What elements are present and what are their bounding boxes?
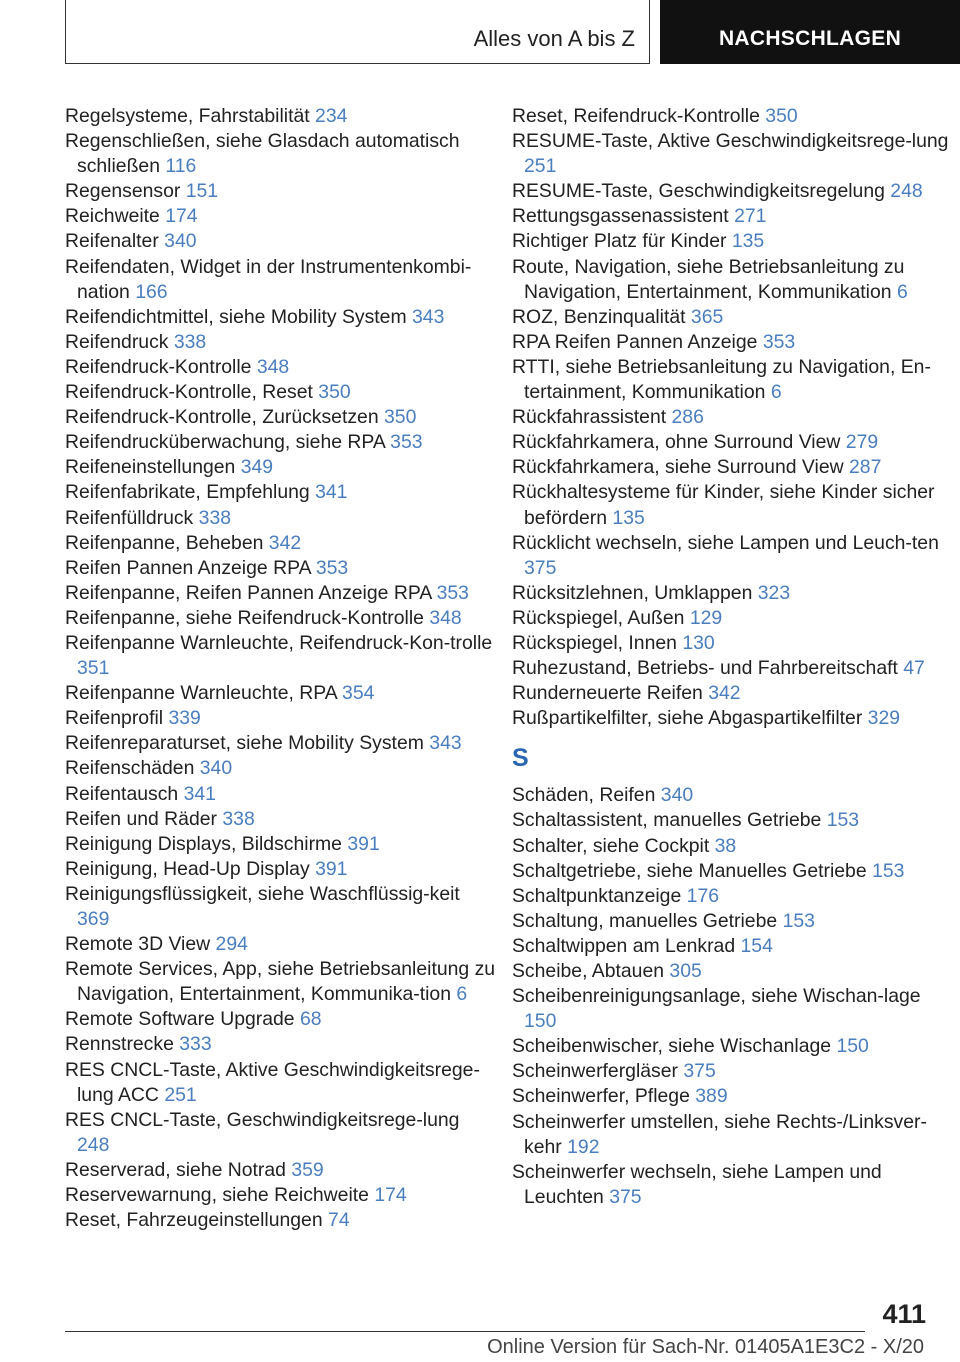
index-entry-page-link[interactable]: 338 [173,330,207,353]
index-entry-text: Reinigung Displays, Bildschirme [65,832,342,855]
index-entry-page-link[interactable]: 6 [770,381,782,404]
index-entry-text: Remote 3D View [65,933,211,956]
index-entry-text: Reifentausch [65,782,179,805]
index-entry-page-link[interactable]: 176 [686,884,720,907]
index-entry-page-link[interactable]: 333 [179,1033,212,1056]
index-entry [65,581,497,606]
chapter-tab[interactable] [660,0,960,64]
index-entry [65,681,497,706]
index-entry [65,706,497,731]
index-entry [65,480,497,505]
index-entry-text: Reifendruck-Kontrolle, Zurücksetzen [65,406,379,429]
index-entry [65,179,497,204]
index-entry-page-link[interactable]: 340 [164,230,197,253]
index-entry [65,330,497,355]
index-entry-text: Rückspiegel, Außen [512,606,685,629]
index-entry [65,807,497,832]
index-entry [512,656,954,681]
index-entry-page-link[interactable]: 391 [347,832,380,855]
page-number: 411 [882,1299,926,1329]
index-entry [65,255,497,305]
index-entry-text: Schaltwippen am Lenkrad [512,934,736,957]
index-entry-page-link[interactable]: 351 [77,657,110,680]
index-entry-page-link[interactable]: 135 [731,230,765,253]
index-entry [512,455,954,480]
index-entry-text: Scheibe, Abtauen [512,960,665,982]
footer-version-text: Online Version für Sach-Nr. 01405A1E3C2 - X/20 [487,1336,924,1358]
index-entry-text: Reifenpanne Warnleuchte, RPA [65,682,337,705]
index-entry-text: Reifenfülldruck [65,506,194,529]
index-entry-text: Rücklicht wechseln, siehe Lampen und Leuch-ten [512,531,939,554]
index-entry [512,909,954,934]
index-entry [512,1034,954,1059]
index-entry [65,857,497,882]
index-entry [512,783,954,808]
footer-divider [65,1331,865,1332]
index-entry-text: Reifenpanne, Beheben [65,531,264,554]
index-group-s [512,783,942,1210]
index-entry-page-link[interactable]: 329 [867,707,901,730]
index-entry-page-link[interactable]: 153 [872,859,905,882]
index-entry-text: Reifenpanne, siehe Reifendruck-Kontrolle [65,606,424,629]
header-section-title: Alles von A bis Z [473,26,635,51]
index-entry-page-link[interactable]: 375 [683,1060,716,1083]
index-entry-text: RES CNCL-Taste, Geschwindigkeitsrege-lung [65,1108,460,1131]
index-entry-page-link[interactable]: 323 [757,581,791,604]
index-letter-heading: S [512,744,529,773]
index-entry-text: Richtiger Platz für Kinder [512,230,727,253]
index-entry [512,480,954,530]
index-entry [512,681,954,706]
index-entry-text: Reifenpanne Warnleuchte, Reifendruck-Kon-trolle [65,631,493,654]
index-entry-text: Remote Software Upgrade [65,1008,295,1031]
index-entry-page-link[interactable]: 150 [524,1010,557,1033]
index-entry-text: Reset, Fahrzeugeinstellungen [65,1209,323,1232]
index-entry-page-link[interactable]: 342 [268,531,302,554]
index-entry-page-link[interactable]: 341 [183,782,216,805]
index-entry-text: Rücksitzlehnen, Umklappen [512,581,753,604]
index-entry-page-link[interactable]: 348 [429,606,462,629]
index-entry-text: ROZ, Benzinqualität [512,305,686,328]
index-entry-page-link[interactable]: 375 [524,556,557,579]
index-entry-page-link[interactable]: 391 [315,857,348,880]
index-entry-text: Rußpartikelfilter, siehe Abgaspartikelfilter [512,707,863,730]
index-entry-page-link[interactable]: 234 [315,105,348,127]
index-entry [512,859,954,884]
index-entry [512,430,954,455]
index-entry [65,1058,497,1108]
index-entry-text: Regenschließen, siehe Glasdach automatisch schließen [65,130,460,178]
index-entry [65,731,497,756]
index-entry-text: Reifenreparaturset, siehe Mobility System [65,732,424,755]
index-entry [65,531,497,556]
index-entry-page-link[interactable]: 135 [612,506,645,529]
index-entry [512,808,954,833]
index-entry-page-link[interactable]: 150 [836,1035,869,1058]
index-entry [512,104,954,129]
index-entry-text: Reifendichtmittel, siehe Mobility System [65,305,407,328]
index-entry-text: Reifenschäden [65,757,195,780]
index-entry [512,355,954,405]
index-entry-page-link[interactable]: 74 [328,1209,350,1232]
chapter-tab-label: NACHSCHLAGEN [718,27,902,50]
index-entry-text: Rückspiegel, Innen [512,631,677,654]
index-entry-page-link[interactable]: 47 [903,657,925,680]
index-entry-text: Schaltpunktanzeige [512,884,682,907]
index-entry [65,204,497,229]
index-entry-page-link[interactable]: 340 [199,757,233,780]
index-entry [65,1007,497,1032]
index-entry-text: Rettungsgassenassistent [512,205,729,228]
index-entry [512,255,954,305]
index-entry [65,129,497,179]
index-entry-text: Reserverad, siehe Notrad [65,1158,286,1181]
index-entry-text: Reifen und Räder [65,807,217,830]
index-entry [65,556,497,581]
index-entry-text: Rückhaltesysteme für Kinder, siehe Kinder sicher befördern [512,481,935,529]
index-entry [512,959,954,984]
index-entry-text: Schaltassistent, manuelles Getriebe [512,809,822,832]
index-column-right [512,104,949,1210]
index-entry-page-link[interactable]: 350 [765,105,798,127]
index-entry-text: Scheinwerfer umstellen, siehe Rechts-/Linksver-kehr [512,1110,927,1158]
index-entry [65,832,497,857]
index-entry-page-link[interactable]: 348 [256,355,290,378]
index-entry [65,1208,497,1233]
index-entry-page-link[interactable]: 340 [660,784,694,807]
index-entry-page-link[interactable]: 68 [299,1008,322,1031]
index-group-r [512,104,949,731]
index-entry [512,179,954,204]
index-entry-page-link[interactable]: 6 [896,280,908,303]
index-entry [65,104,497,129]
index-entry-text: Schaltgetriebe, siehe Manuelles Getriebe [512,859,867,882]
index-entry [512,934,954,959]
header-section-box [65,0,650,64]
index-entry-page-link[interactable]: 286 [671,406,704,429]
index-entry [65,882,497,932]
index-entry-text: Reifendruck-Kontrolle [65,355,252,378]
index-entry [512,606,954,631]
index-entry-page-link[interactable]: 248 [890,180,923,203]
index-entry [65,380,497,405]
index-entry-page-link[interactable]: 151 [185,180,219,203]
index-entry-page-link[interactable]: 166 [135,280,168,303]
index-entry-text: Rückfahrkamera, ohne Surround View [512,431,841,454]
index-entry-text: Scheinwerfer, Pflege [512,1085,690,1108]
index-entry [512,1110,954,1160]
index-entry-text: Route, Navigation, siehe Betriebsanleitung zu Navigation, Entertainment, Kommunikation [512,255,905,303]
index-entry-text: Schäden, Reifen [512,784,656,807]
index-entry-text: Ruhezustand, Betriebs- und Fahrbereitschaft [512,657,898,680]
index-entry [65,782,497,807]
index-entry-page-link[interactable]: 130 [682,631,715,654]
index-entry-text: Reifeneinstellungen [65,456,236,479]
index-entry [65,305,497,330]
index-entry-page-link[interactable]: 294 [215,933,248,956]
index-entry [65,430,497,455]
index-entry [65,631,497,681]
index-entry-page-link[interactable]: 353 [315,556,349,579]
index-entry-text: RPA Reifen Pannen Anzeige [512,330,758,353]
index-entry [65,229,497,254]
index-entry-text: Scheibenwischer, siehe Wischanlage [512,1035,832,1058]
index-entry-page-link[interactable]: 353 [436,581,469,604]
index-entry-text: Scheibenreinigungsanlage, siehe Wischan-lage [512,985,921,1008]
index-entry [65,355,497,380]
index-entry-text: Regensensor [65,180,181,203]
index-entry [512,330,954,355]
index-entry-text: Scheinwerfergläser [512,1060,678,1083]
index-entry-text: Runderneuerte Reifen [512,682,703,705]
index-entry-text: Reifendaten, Widget in der Instrumentenkombi-nation [65,255,472,303]
index-entry-page-link[interactable]: 38 [714,834,737,857]
index-entry [65,932,497,957]
index-entry-page-link[interactable]: 153 [826,809,860,832]
index-entry-text: Reservewarnung, siehe Reichweite [65,1184,369,1207]
index-entry-page-link[interactable]: 287 [849,456,882,479]
index-entry-text: Reset, Reifendruck-Kontrolle [512,105,760,127]
index-entry-text: Remote Services, App, siehe Betriebsanleitung zu Navigation, Entertainment, Kommunika-tion [65,958,496,1006]
index-entry [512,984,954,1034]
index-entry-page-link[interactable]: 153 [782,909,815,932]
index-entry [512,1059,954,1084]
index-entry-page-link[interactable]: 369 [77,908,110,930]
index-entry-page-link[interactable]: 350 [384,406,417,429]
index-entry [512,1084,954,1109]
index-entry-text: Reifen Pannen Anzeige RPA [65,556,311,579]
index-entry [65,606,497,631]
index-entry [512,129,954,179]
index-entry-text: Schalter, siehe Cockpit [512,834,710,857]
index-entry-page-link[interactable]: 343 [412,305,445,328]
index-entry-page-link[interactable]: 338 [198,506,232,529]
index-entry [512,884,954,909]
index-entry [65,1183,497,1208]
index-entry-text: Rückfahrkamera, siehe Surround View [512,456,844,479]
index-entry [512,631,954,656]
index-entry-text: Regelsysteme, Fahrstabilität [65,105,310,127]
index-entry [512,834,954,859]
index-entry-text: Schaltung, manuelles Getriebe [512,909,778,932]
index-entry-text: Reifendruck-Kontrolle, Reset [65,381,313,404]
index-entry-text: RTTI, siehe Betriebsanleitung zu Navigation, En-tertainment, Kommunikation [512,355,931,404]
index-entry [65,1158,497,1183]
index-entry [512,581,954,606]
index-entry-page-link[interactable]: 271 [734,205,767,228]
index-entry-page-link[interactable]: 6 [456,983,468,1006]
index-entry [512,204,954,229]
index-entry [65,1108,497,1158]
index-entry-page-link[interactable]: 339 [168,707,201,730]
index-entry-text: Reifenprofil [65,707,164,730]
index-entry-page-link[interactable]: 359 [291,1158,324,1181]
index-entry-page-link[interactable]: 375 [609,1185,642,1208]
index-entry-text: Reifenalter [65,230,159,253]
index-entry-page-link[interactable]: 279 [845,431,879,454]
index-entry-page-link[interactable]: 338 [222,807,255,830]
index-entry [512,305,954,330]
index-entry-page-link[interactable]: 349 [240,456,274,479]
index-entry-page-link[interactable]: 129 [689,606,723,629]
index-entry-page-link[interactable]: 305 [669,960,702,982]
index-entry [65,405,497,430]
index-entry [65,1032,497,1057]
index-entry [512,531,954,581]
index-entry-page-link[interactable]: 350 [318,381,351,404]
index-entry-page-link[interactable]: 389 [695,1085,728,1108]
index-entry-page-link[interactable]: 354 [342,682,375,705]
index-entry-page-link[interactable]: 343 [429,732,462,755]
index-entry [512,405,954,430]
index-entry-text: Reifenpanne, Reifen Pannen Anzeige RPA [65,581,432,604]
index-entry [512,1160,954,1210]
index-entry-text: Reifenfabrikate, Empfehlung [65,481,310,504]
index-entry-text: Reichweite [65,205,160,228]
index-entry-text: Scheinwerfer wechseln, siehe Lampen und Leuchten [512,1160,882,1208]
index-entry-page-link[interactable]: 353 [390,431,423,454]
index-column-left [65,104,496,1233]
index-entry [65,506,497,531]
index-entry [512,706,954,731]
index-entry-text: Rückfahrassistent [512,406,667,429]
index-entry-text: RESUME-Taste, Geschwindigkeitsregelung [512,180,885,203]
index-entry-text: Rennstrecke [65,1033,174,1056]
index-entry-page-link[interactable]: 192 [567,1135,600,1158]
index-entry-page-link[interactable]: 174 [165,205,198,228]
index-entry-page-link[interactable]: 116 [165,155,197,178]
index-entry-text: Reifendruck [65,330,169,353]
index-entry-text: Reinigung, Head-Up Display [65,857,310,880]
index-entry-page-link[interactable]: 353 [762,330,796,353]
index-entry-text: Reifendrucküberwachung, siehe RPA [65,431,385,454]
index-entry [512,229,954,254]
index-entry-page-link[interactable]: 342 [708,682,741,705]
index-entry-page-link[interactable]: 174 [374,1184,407,1207]
index-entry-page-link[interactable]: 365 [690,305,724,328]
index-entry-text: Reinigungsflüssigkeit, siehe Waschflüssig-keit [65,882,460,905]
index-entry-page-link[interactable]: 154 [740,934,773,957]
index-entry-page-link[interactable]: 248 [77,1133,110,1156]
index-entry-page-link[interactable]: 251 [164,1083,197,1106]
index-entry [65,957,497,1007]
index-entry-page-link[interactable]: 251 [524,155,557,178]
index-entry-page-link[interactable]: 341 [315,481,348,504]
index-entry [65,455,497,480]
index-entry-text: RESUME-Taste, Aktive Geschwindigkeitsrege-lung [512,130,949,153]
index-entry-text: RES CNCL-Taste, Aktive Geschwindigkeitsrege-lung ACC [65,1058,480,1106]
index-entry [65,756,497,781]
